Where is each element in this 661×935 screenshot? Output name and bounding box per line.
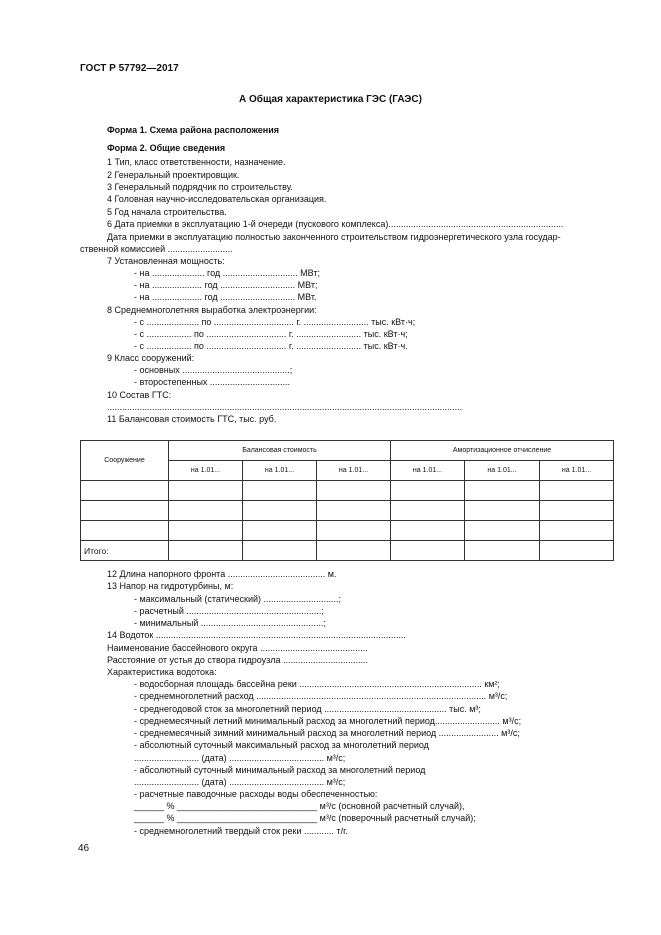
text-line: 12 Длина напорного фронта ....................................... м. bbox=[107, 569, 337, 579]
text-line: - на ..................... год .............................. МВт; bbox=[134, 268, 320, 278]
text-line: - среднегодовой сток за многолетний период ................................................. тыс. м³; bbox=[134, 704, 481, 714]
text-line: Дата приемки в эксплуатацию полностью законченного строительством гидроэнергетического узла государ- bbox=[107, 232, 561, 242]
standard-header: ГОСТ Р 57792—2017 bbox=[80, 63, 179, 74]
section-title: А Общая характеристика ГЭС (ГАЭС) bbox=[239, 94, 422, 105]
text-line: Наименование бассейнового округа ........................................... bbox=[107, 643, 368, 653]
table-row bbox=[81, 521, 614, 541]
text-line: - расчетные паводочные расходы воды обеспеченностью: bbox=[134, 789, 378, 799]
text-line: 13 Напор на гидротурбины, м: bbox=[107, 581, 234, 591]
table-total-row bbox=[81, 541, 614, 561]
text-line: Расстояние от устья до створа гидроузла .................................. bbox=[107, 655, 368, 665]
depreciation-group-header: Амортизационное отчисление bbox=[391, 441, 614, 461]
text-line: 2 Генеральный проектировщик. bbox=[107, 170, 240, 180]
date-subheader: на 1.01... bbox=[243, 461, 317, 481]
text-line: - с .................. по ................................ г. .......................... тыс. кВт·ч; bbox=[134, 329, 408, 339]
text-line: - среднемесячный зимний минимальный расход за многолетний период ........................ м³/с; bbox=[134, 728, 520, 738]
form-1-title: Форма 1. Схема района расположения bbox=[107, 125, 279, 135]
text-line: - второстепенных ................................ bbox=[134, 377, 290, 387]
date-subheader: на 1.01... bbox=[317, 461, 391, 481]
date-subheader: на 1.01... bbox=[540, 461, 614, 481]
text-line: - с ..................... по ................................ г. .......................... тыс. кВт·ч; bbox=[134, 317, 416, 327]
text-line: ственной комиссией .......................... bbox=[80, 244, 233, 254]
text-line: - абсолютный суточный минимальный расход за многолетний период bbox=[134, 765, 426, 775]
text-line: - основных ...........................................; bbox=[134, 365, 293, 375]
text-line: .......................... (дата) ...................................... м³/с; bbox=[134, 753, 346, 763]
text-line: 8 Среднемноголетняя выработка электроэнергии: bbox=[107, 305, 317, 315]
text-line: 11 Балансовая стоимость ГТС, тыс. руб. bbox=[107, 414, 277, 424]
text-line: - абсолютный суточный максимальный расход за многолетний период bbox=[134, 740, 429, 750]
text-line: 7 Установленная мощность: bbox=[107, 256, 225, 266]
form-2-title: Форма 2. Общие сведения bbox=[107, 143, 226, 153]
date-subheader: на 1.01... bbox=[391, 461, 465, 481]
text-line: - среднемноголетний твердый сток реки ............ т/г. bbox=[134, 826, 348, 836]
text-line: 5 Год начала строительства. bbox=[107, 207, 227, 217]
text-line: - с .................. по ................................ г. .......................... тыс. кВт·ч. bbox=[134, 341, 408, 351]
text-line: .............................................................................................................................................. bbox=[107, 402, 463, 412]
text-line: 1 Тип, класс ответственности, назначение. bbox=[107, 157, 286, 167]
text-line: 6 Дата приемки в эксплуатацию 1-й очереди (пускового комплекса)...................................................................... bbox=[107, 219, 564, 229]
balance-table bbox=[80, 440, 614, 561]
text-line: .......................... (дата) ...................................... м³/с; bbox=[134, 777, 346, 787]
date-subheader: на 1.01... bbox=[465, 461, 540, 481]
text-line: - максимальный (статический) ..............................; bbox=[134, 594, 342, 604]
table-row bbox=[81, 481, 614, 501]
text-line: - среднемноголетний расход ............................................................................................ м³/с; bbox=[134, 691, 508, 701]
text-line: - минимальный .................................................; bbox=[134, 618, 326, 628]
table-row bbox=[81, 501, 614, 521]
total-label: Итого: bbox=[81, 541, 169, 561]
text-line: 9 Класс сооружений: bbox=[107, 353, 195, 363]
text-line: - водосборная площадь бассейна реки ......................................................................... км²; bbox=[134, 679, 500, 689]
text-line: 14 Водоток .................................................................................................... bbox=[107, 630, 406, 640]
text-line: 4 Головная научно-исследовательская организация. bbox=[107, 194, 327, 204]
text-line: - на .................... год .............................. МВт; bbox=[134, 280, 318, 290]
text-line: Характеристика водотока: bbox=[107, 667, 217, 677]
facility-header: Сооружение bbox=[81, 441, 169, 481]
text-line: - на .................... год .............................. МВт. bbox=[134, 292, 317, 302]
text-line: - среднемесячный летний минимальный расход за многолетний период.......................... м³/с; bbox=[134, 716, 522, 726]
text-line: ______ % ____________________________ м³/с (основной расчетный случай), bbox=[134, 801, 465, 811]
text-line: - расчетный ......................................................; bbox=[134, 606, 324, 616]
page-number: 46 bbox=[78, 843, 90, 854]
text-line: 3 Генеральный подрядчик по строительству. bbox=[107, 182, 293, 192]
text-line: 10 Состав ГТС: bbox=[107, 390, 172, 400]
balance-group-header: Балансовая стоимость bbox=[169, 441, 391, 461]
date-subheader: на 1.01... bbox=[169, 461, 243, 481]
table-header-row bbox=[81, 441, 614, 461]
text-line: ______ % ____________________________ м³/с (поверочный расчетный случай); bbox=[134, 813, 476, 823]
